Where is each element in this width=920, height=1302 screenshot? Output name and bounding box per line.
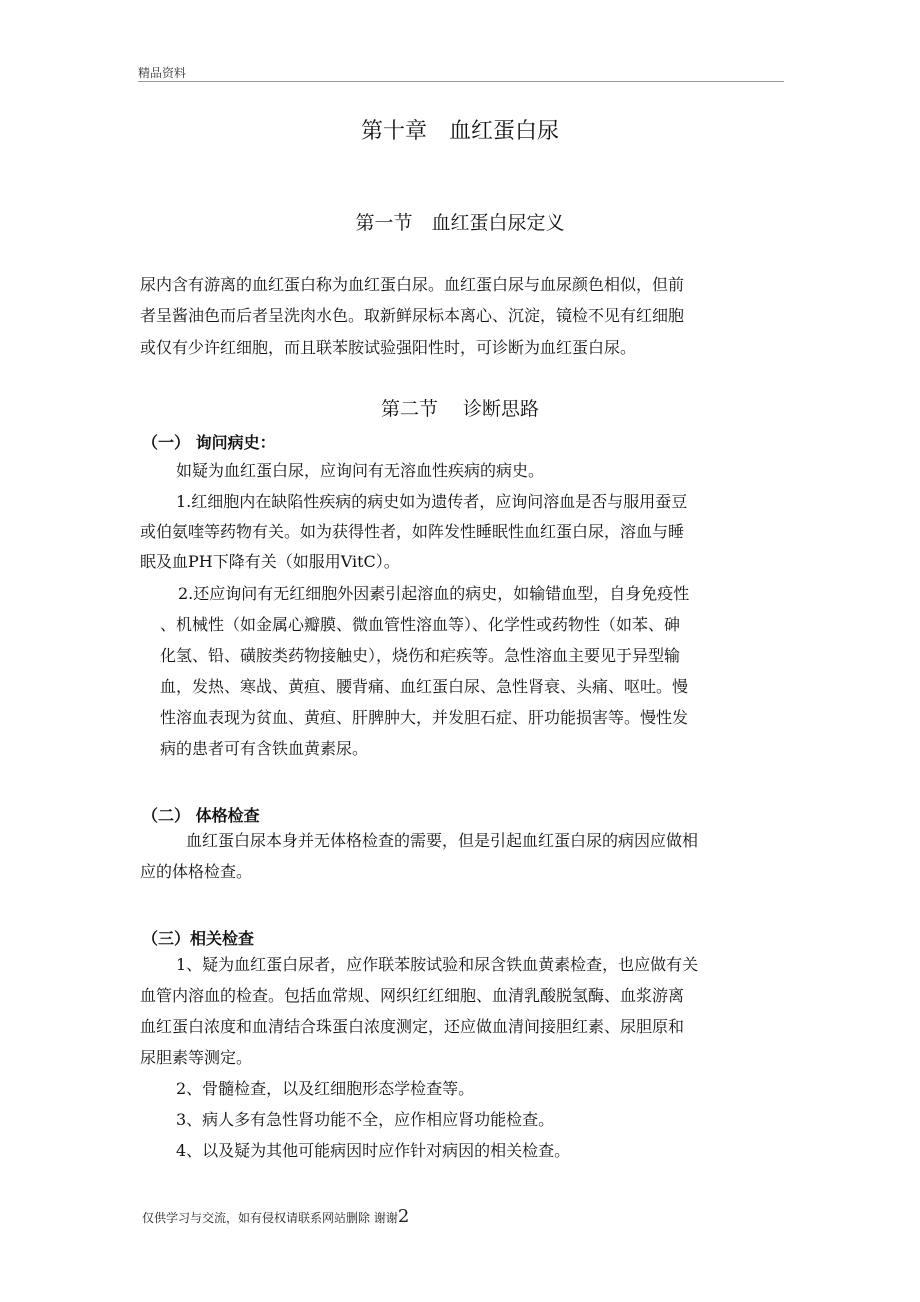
section1-line-3: 或仅有少许红细胞，而且联苯胺试验强阳性时，可诊断为血红蛋白尿。 [140, 338, 637, 357]
sub2-line-1: 血红蛋白尿本身并无体格检查的需要，但是引起血红蛋白尿的病因应做相 [186, 831, 699, 850]
sub1-line-4: 眠及血PH下降有关（如服用VitC）。 [140, 552, 400, 571]
section1-title: 第一节 血红蛋白尿定义 [355, 212, 565, 234]
sub1-line-8: 血，发热、寒战、黄疸、腰背痛、血红蛋白尿、急性肾衰、头痛、呕吐。慢 [160, 677, 689, 696]
sub3-line-3: 血红蛋白浓度和血清结合珠蛋白浓度测定，还应做血清间接胆红素、尿胆原和 [140, 1017, 685, 1036]
page-header-text: 精品资料 [138, 66, 187, 80]
sub3-line-1: 1、疑为血红蛋白尿者，应作联苯胺试验和尿含铁血黄素检查，也应做有关 [176, 955, 699, 974]
sub1-line-2: 1.红细胞内在缺陷性疾病的病史如为遗传者，应询问溶血是否与服用蚕豆 [176, 492, 688, 511]
sub1-line-10: 病的患者可有含铁血黄素尿。 [160, 739, 369, 758]
sub3-line-6: 3、病人多有急性肾功能不全，应作相应肾功能检查。 [176, 1110, 555, 1129]
sub3-line-5: 2、骨髓检查，以及红细胞形态学检查等。 [176, 1079, 475, 1098]
sub1-heading: （一） 询问病史： [142, 433, 276, 452]
header-divider [138, 81, 784, 82]
chapter-title: 第十章 血红蛋白尿 [360, 119, 559, 144]
sub2-heading: （二） 体格检查 [142, 806, 260, 825]
footer-text: 仅供学习与交流，如有侵权请联系网站删除 谢谢 [142, 1211, 398, 1225]
page-footer [142, 1206, 409, 1227]
sub3-line-7: 4、以及疑为其他可能病因时应作针对病因的相关检查。 [176, 1141, 571, 1160]
sub3-heading: （三）相关检查 [142, 929, 255, 948]
sub2-line-2: 应的体格检查。 [140, 862, 253, 881]
sub3-line-4: 尿胆素等测定。 [140, 1048, 253, 1067]
sub1-line-9: 性溶血表现为贫血、黄疸、肝脾肿大，并发胆石症、肝功能损害等。慢性发 [160, 708, 689, 727]
page-number: 2 [397, 1206, 410, 1227]
sub1-line-1: 如疑为血红蛋白尿，应询问有无溶血性疾病的病史。 [176, 461, 545, 480]
section1-line-2: 者呈酱油色而后者呈洗肉水色。取新鲜尿标本离心、沉淀，镜检不见有红细胞 [140, 306, 685, 325]
sub1-line-7: 化氢、铅、磺胺类药物接触史），烧伤和疟疾等。急性溶血主要见于异型输 [160, 646, 681, 665]
sub1-line-5: 2.还应询问有无红细胞外因素引起溶血的病史，如输错血型，自身免疫性 [178, 584, 690, 603]
section1-line-1: 尿内含有游离的血红蛋白称为血红蛋白尿。血红蛋白尿与血尿颜色相似，但前 [140, 275, 685, 294]
sub3-line-2: 血管内溶血的检查。包括血常规、网织红红细胞、血清乳酸脱氢酶、血浆游离 [140, 986, 685, 1005]
sub1-line-3: 或伯氨喹等药物有关。如为获得性者，如阵发性睡眠性血红蛋白尿，溶血与睡 [140, 522, 685, 541]
sub1-line-6: 、机械性（如金属心瓣膜、微血管性溶血等）、化学性或药物性（如苯、砷 [160, 615, 681, 634]
section2-title: 第二节 诊断思路 [380, 398, 540, 420]
